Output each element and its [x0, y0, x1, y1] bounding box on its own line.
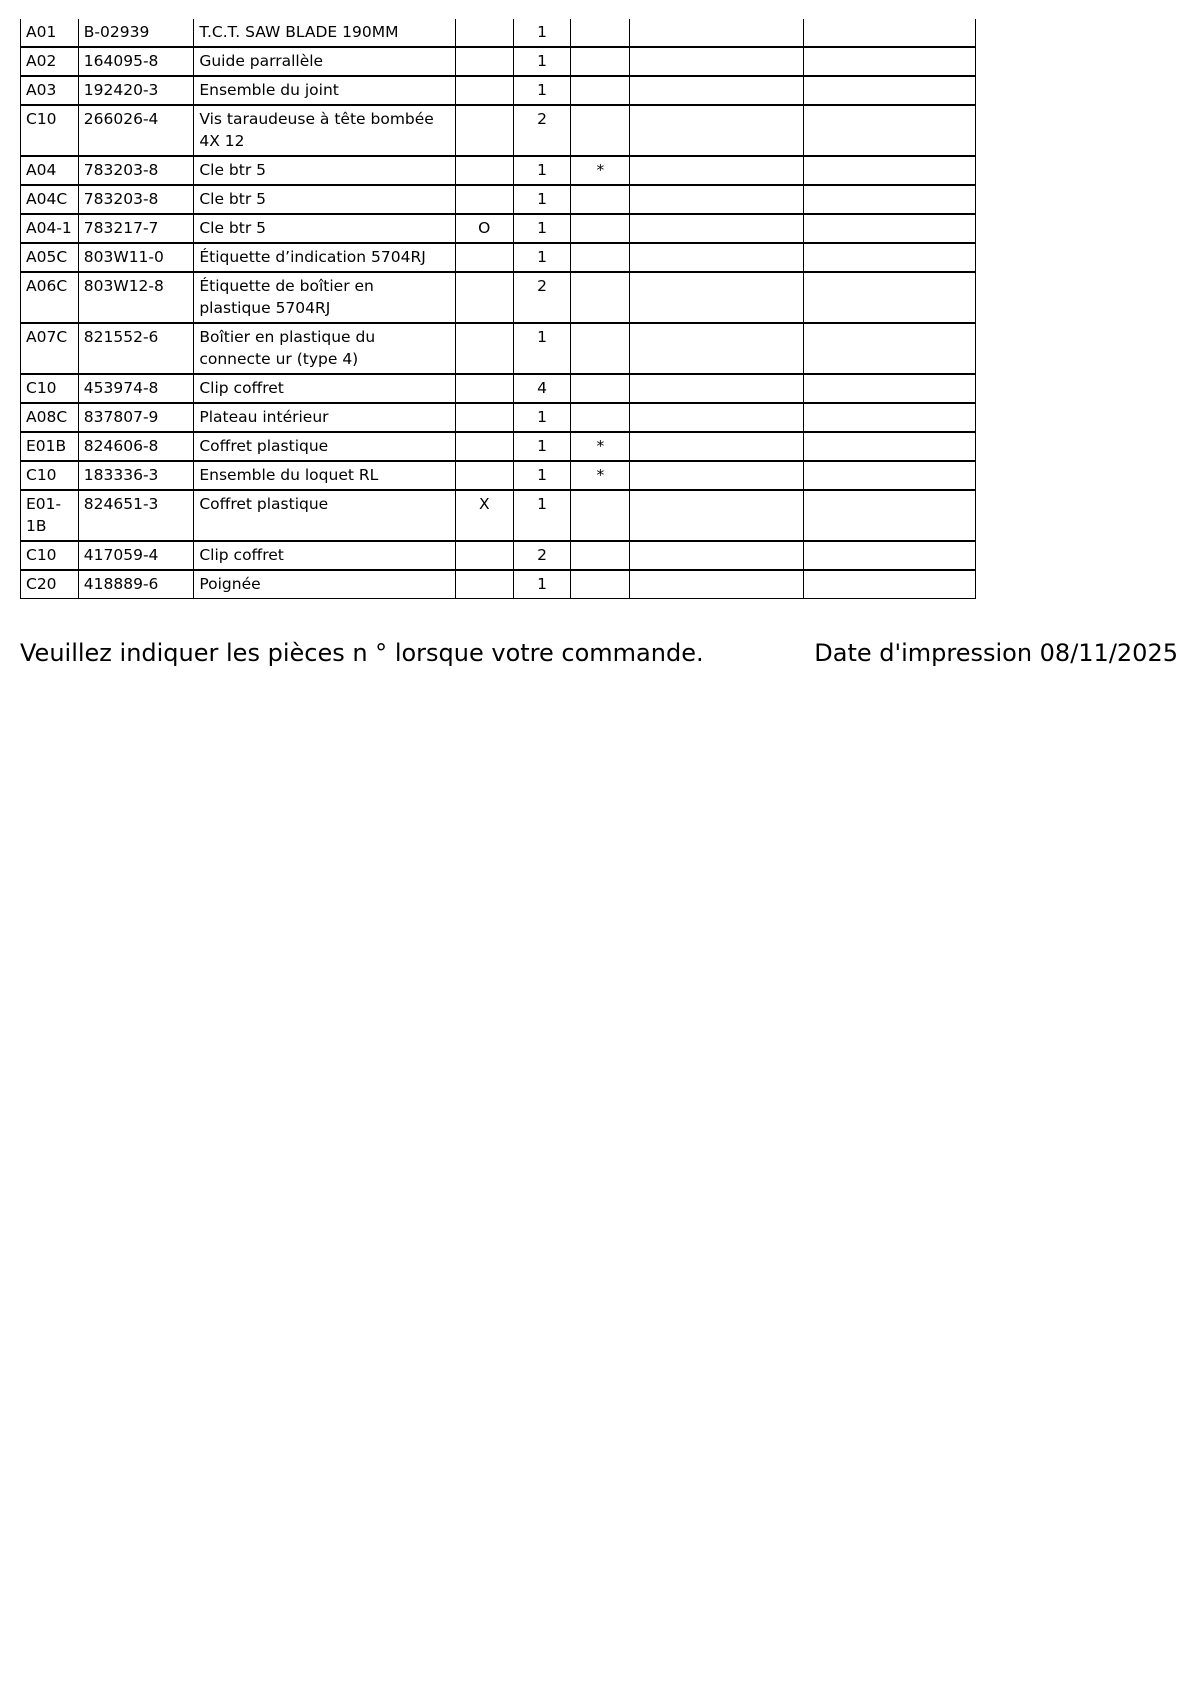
description-cell: Clip coffret: [194, 541, 456, 570]
empty-cell: [630, 76, 803, 105]
description-cell: Coffret plastique: [194, 432, 456, 461]
empty-cell: [630, 490, 803, 541]
item-code-cell: C10: [21, 374, 79, 403]
empty-cell: [803, 19, 975, 47]
table-row: [21, 19, 976, 47]
item-code-cell: C20: [21, 570, 79, 599]
mark-cell: [455, 105, 513, 156]
note-cell: *: [571, 461, 630, 490]
part-number-cell: 266026-4: [78, 105, 194, 156]
table-row: [21, 541, 976, 570]
empty-cell: [630, 432, 803, 461]
order-instruction-note: Veuillez indiquer les pièces n ° lorsque votre commande.: [20, 639, 704, 667]
empty-cell: [803, 185, 975, 214]
table-row: [21, 570, 976, 599]
part-number-cell: 417059-4: [78, 541, 194, 570]
description-cell: Étiquette d’indication 5704RJ: [194, 243, 456, 272]
table-row: [21, 214, 976, 243]
item-code-cell: A03: [21, 76, 79, 105]
description-cell: Cle btr 5: [194, 156, 456, 185]
quantity-cell: 1: [513, 156, 571, 185]
mark-cell: [455, 76, 513, 105]
table-row: [21, 403, 976, 432]
note-cell: [571, 323, 630, 374]
table-row: [21, 374, 976, 403]
part-number-cell: 164095-8: [78, 47, 194, 76]
table-row: [21, 76, 976, 105]
note-cell: [571, 76, 630, 105]
empty-cell: [630, 156, 803, 185]
mark-cell: O: [455, 214, 513, 243]
empty-cell: [630, 105, 803, 156]
part-number-cell: 824651-3: [78, 490, 194, 541]
item-code-cell: A08C: [21, 403, 79, 432]
empty-cell: [803, 47, 975, 76]
mark-cell: [455, 432, 513, 461]
quantity-cell: 1: [513, 19, 571, 47]
table-row: [21, 432, 976, 461]
empty-cell: [803, 214, 975, 243]
description-cell: Guide parrallèle: [194, 47, 456, 76]
empty-cell: [803, 403, 975, 432]
description-cell: Ensemble du joint: [194, 76, 456, 105]
quantity-cell: 4: [513, 374, 571, 403]
description-cell: T.C.T. SAW BLADE 190MM: [194, 19, 456, 47]
note-cell: [571, 272, 630, 323]
note-cell: *: [571, 432, 630, 461]
item-code-cell: A05C: [21, 243, 79, 272]
quantity-cell: 1: [513, 570, 571, 599]
empty-cell: [630, 19, 803, 47]
mark-cell: [455, 323, 513, 374]
table-row: [21, 243, 976, 272]
empty-cell: [630, 374, 803, 403]
part-number-cell: 837807-9: [78, 403, 194, 432]
mark-cell: [455, 403, 513, 432]
item-code-cell: C10: [21, 541, 79, 570]
empty-cell: [803, 490, 975, 541]
item-code-cell: A06C: [21, 272, 79, 323]
quantity-cell: 1: [513, 214, 571, 243]
note-cell: [571, 243, 630, 272]
mark-cell: [455, 541, 513, 570]
quantity-cell: 1: [513, 461, 571, 490]
quantity-cell: 1: [513, 432, 571, 461]
item-code-cell: A01: [21, 19, 79, 47]
mark-cell: [455, 461, 513, 490]
item-code-cell: E01-1B: [21, 490, 79, 541]
part-number-cell: 824606-8: [78, 432, 194, 461]
item-code-cell: A07C: [21, 323, 79, 374]
note-cell: [571, 214, 630, 243]
part-number-cell: 821552-6: [78, 323, 194, 374]
empty-cell: [630, 185, 803, 214]
quantity-cell: 1: [513, 403, 571, 432]
parts-table: [20, 19, 976, 599]
empty-cell: [630, 461, 803, 490]
item-code-cell: A04C: [21, 185, 79, 214]
table-row: [21, 323, 976, 374]
empty-cell: [803, 541, 975, 570]
item-code-cell: E01B: [21, 432, 79, 461]
description-cell: Vis taraudeuse à tête bombée 4X 12: [194, 105, 456, 156]
mark-cell: [455, 272, 513, 323]
empty-cell: [803, 374, 975, 403]
description-cell: Poignée: [194, 570, 456, 599]
part-number-cell: 783217-7: [78, 214, 194, 243]
table-row: [21, 461, 976, 490]
table-row: [21, 156, 976, 185]
part-number-cell: 453974-8: [78, 374, 194, 403]
note-cell: [571, 490, 630, 541]
mark-cell: [455, 570, 513, 599]
description-cell: Étiquette de boîtier en plastique 5704RJ: [194, 272, 456, 323]
empty-cell: [803, 323, 975, 374]
mark-cell: [455, 374, 513, 403]
table-row: [21, 47, 976, 76]
description-cell: Plateau intérieur: [194, 403, 456, 432]
empty-cell: [630, 272, 803, 323]
item-code-cell: C10: [21, 461, 79, 490]
quantity-cell: 2: [513, 541, 571, 570]
note-cell: *: [571, 156, 630, 185]
description-cell: Cle btr 5: [194, 214, 456, 243]
description-cell: Boîtier en plastique du connecte ur (type 4): [194, 323, 456, 374]
print-date: Date d'impression 08/11/2025: [814, 639, 1178, 667]
description-cell: Coffret plastique: [194, 490, 456, 541]
mark-cell: X: [455, 490, 513, 541]
empty-cell: [630, 214, 803, 243]
empty-cell: [803, 432, 975, 461]
note-cell: [571, 541, 630, 570]
note-cell: [571, 374, 630, 403]
quantity-cell: 2: [513, 105, 571, 156]
empty-cell: [803, 76, 975, 105]
mark-cell: [455, 185, 513, 214]
quantity-cell: 2: [513, 272, 571, 323]
part-number-cell: 783203-8: [78, 185, 194, 214]
quantity-cell: 1: [513, 323, 571, 374]
parts-table-body: [21, 19, 976, 599]
mark-cell: [455, 156, 513, 185]
note-cell: [571, 185, 630, 214]
quantity-cell: 1: [513, 185, 571, 214]
table-row: [21, 105, 976, 156]
empty-cell: [630, 403, 803, 432]
quantity-cell: 1: [513, 47, 571, 76]
empty-cell: [630, 570, 803, 599]
empty-cell: [630, 323, 803, 374]
note-cell: [571, 403, 630, 432]
table-row: [21, 490, 976, 541]
table-row: [21, 185, 976, 214]
item-code-cell: A04-1: [21, 214, 79, 243]
part-number-cell: 783203-8: [78, 156, 194, 185]
item-code-cell: A02: [21, 47, 79, 76]
mark-cell: [455, 47, 513, 76]
empty-cell: [803, 156, 975, 185]
part-number-cell: 803W11-0: [78, 243, 194, 272]
empty-cell: [803, 243, 975, 272]
empty-cell: [630, 243, 803, 272]
quantity-cell: 1: [513, 243, 571, 272]
note-cell: [571, 47, 630, 76]
item-code-cell: C10: [21, 105, 79, 156]
empty-cell: [803, 461, 975, 490]
description-cell: Cle btr 5: [194, 185, 456, 214]
empty-cell: [630, 47, 803, 76]
quantity-cell: 1: [513, 76, 571, 105]
quantity-cell: 1: [513, 490, 571, 541]
note-cell: [571, 570, 630, 599]
empty-cell: [630, 541, 803, 570]
empty-cell: [803, 570, 975, 599]
note-cell: [571, 19, 630, 47]
part-number-cell: B-02939: [78, 19, 194, 47]
description-cell: Ensemble du loquet RL: [194, 461, 456, 490]
note-cell: [571, 105, 630, 156]
part-number-cell: 803W12-8: [78, 272, 194, 323]
mark-cell: [455, 19, 513, 47]
part-number-cell: 192420-3: [78, 76, 194, 105]
empty-cell: [803, 272, 975, 323]
part-number-cell: 418889-6: [78, 570, 194, 599]
part-number-cell: 183336-3: [78, 461, 194, 490]
item-code-cell: A04: [21, 156, 79, 185]
mark-cell: [455, 243, 513, 272]
table-row: [21, 272, 976, 323]
description-cell: Clip coffret: [194, 374, 456, 403]
empty-cell: [803, 105, 975, 156]
